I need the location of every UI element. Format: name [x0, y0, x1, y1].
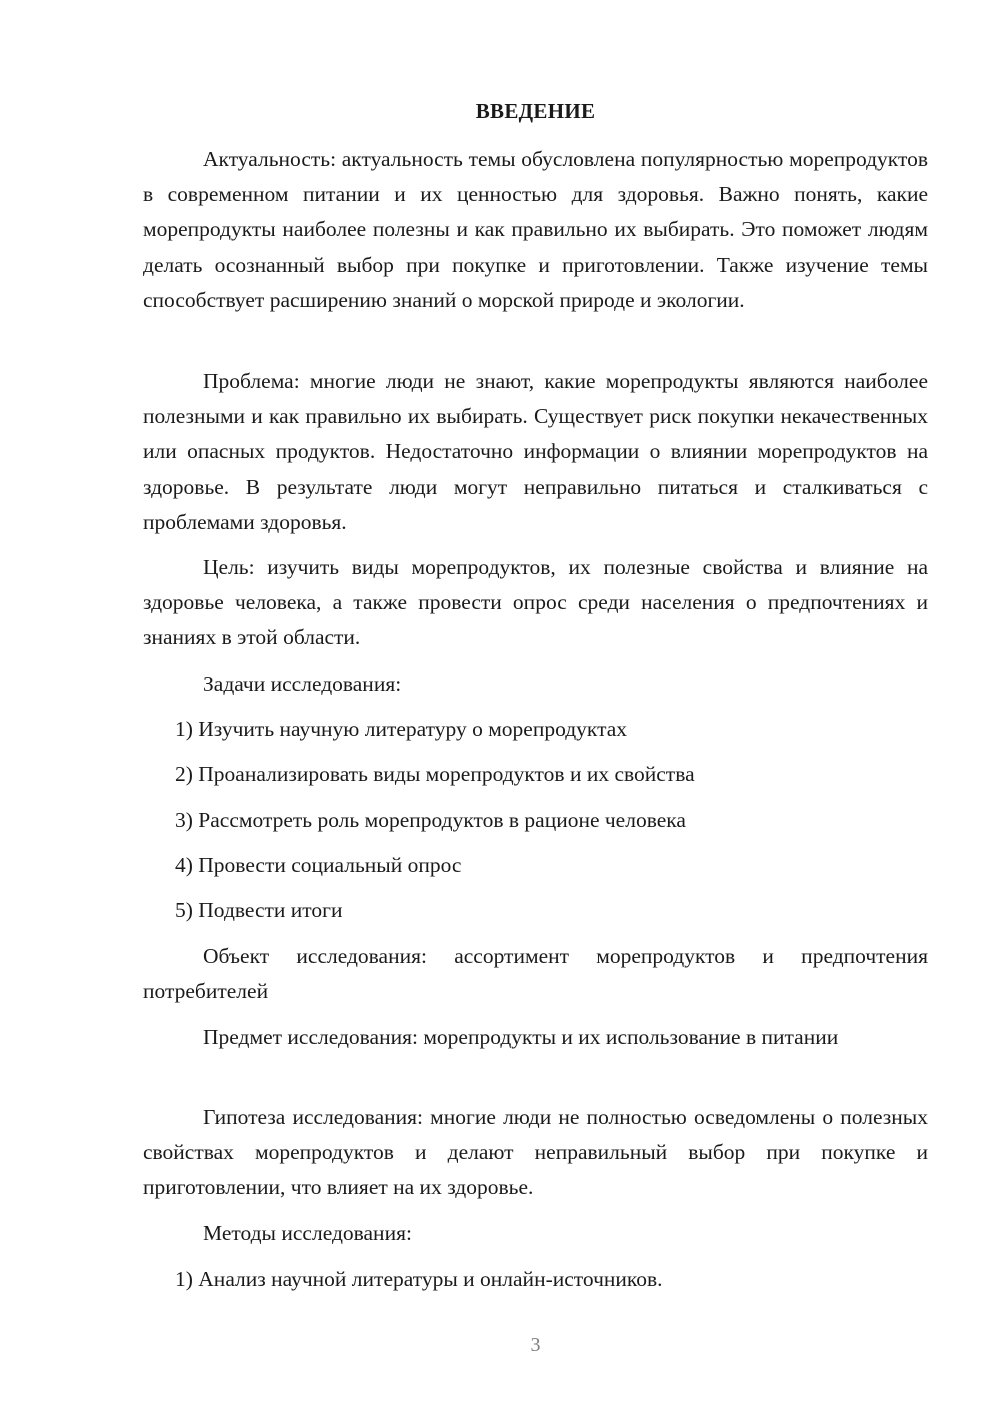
task-item: 5) Подвести итоги: [175, 898, 343, 922]
problem-paragraph: Проблема: многие люди не знают, какие морепродукты являются наиболее полезными и как правильно их выбирать. Существует риск покупки некачественных или опасных продуктов. Недостаточно информации о влиянии морепродуктов на здоровье. В результате люди могут неправильно питаться и сталкиваться с проблемами здоровья.: [143, 369, 928, 534]
tasks-heading: Задачи исследования:: [203, 672, 402, 696]
task-item: 4) Провести социальный опрос: [175, 853, 462, 877]
subject-paragraph: Предмет исследования: морепродукты и их использование в питании: [203, 1025, 839, 1049]
object-paragraph: Объект исследования: ассортимент морепродуктов и предпочтения потребителей: [143, 944, 928, 1004]
hypothesis-paragraph: Гипотеза исследования: многие люди не полностью осведомлены о полезных свойствах морепродуктов и делают неправильный выбор при покупке и приготовлении, что влияет на их здоровье.: [143, 1105, 928, 1200]
task-item: 1) Изучить научную литературу о морепродуктах: [175, 717, 628, 741]
task-item: 2) Проанализировать виды морепродуктов и их свойства: [175, 762, 695, 786]
section-heading: ВВЕДЕНИЕ: [475, 99, 596, 123]
goal-paragraph: Цель: изучить виды морепродуктов, их полезные свойства и влияние на здоровье человека, а также провести опрос среди населения о предпочтениях и знаниях в этой области.: [143, 555, 928, 650]
methods-heading: Методы исследования:: [203, 1221, 412, 1245]
task-item: 3) Рассмотреть роль морепродуктов в рационе человека: [175, 808, 686, 832]
method-item: 1) Анализ научной литературы и онлайн-источников.: [175, 1267, 663, 1291]
page-number: 3: [530, 1334, 541, 1356]
relevance-paragraph: Актуальность: актуальность темы обусловлена популярностью морепродуктов в современном питании и их ценностью для здоровья. Важно понять, какие морепродукты наиболее полезны и как правильно их выбирать. Это поможет людям делать осознанный выбор при покупке и приготовлении. Также изучение темы способствует расширению знаний о морской природе и экологии.: [143, 147, 928, 312]
